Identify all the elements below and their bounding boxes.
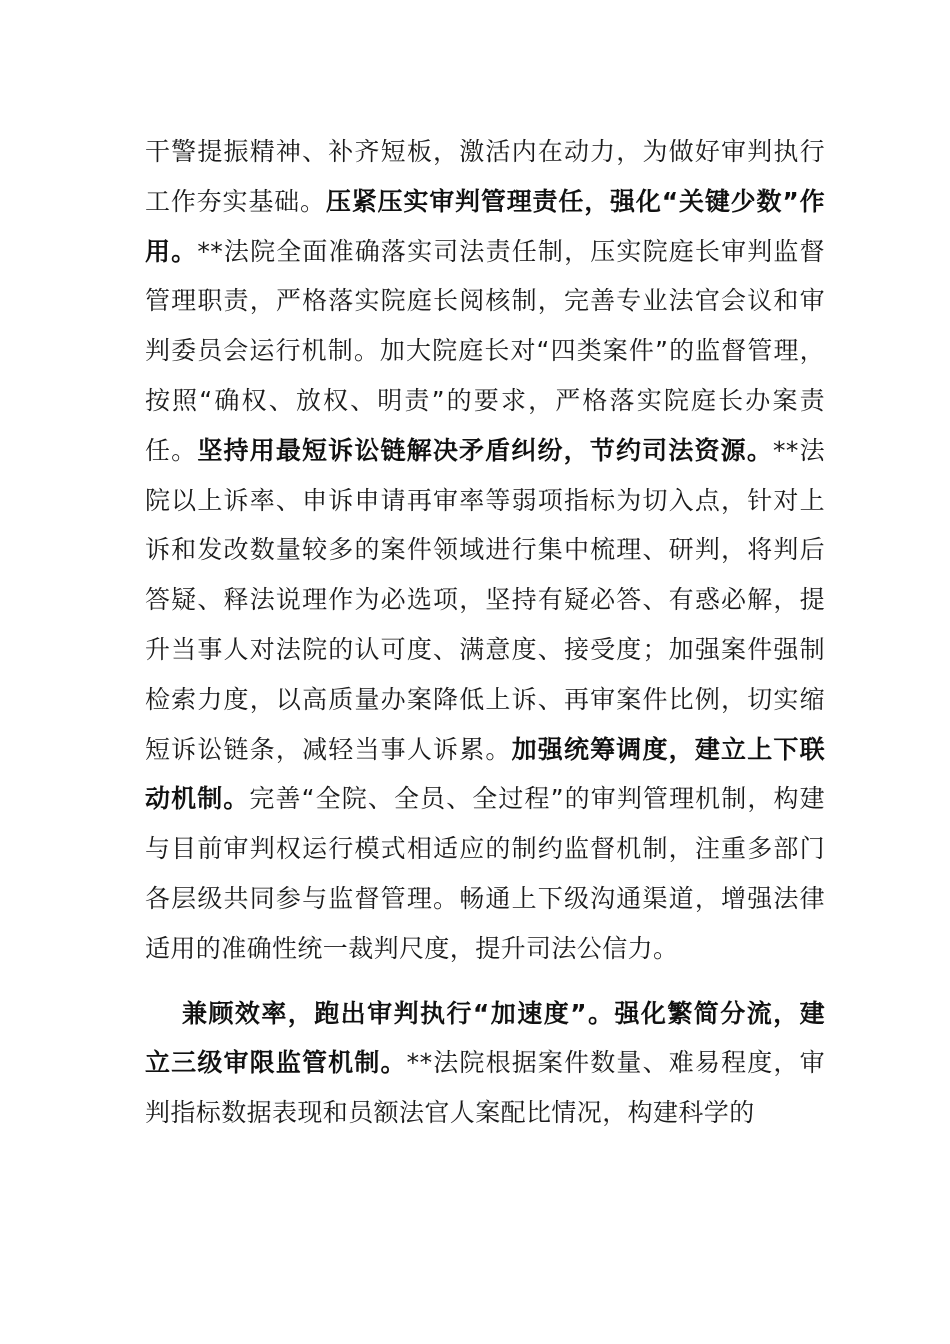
body-paragraph-2 bbox=[145, 989, 825, 1138]
bold-heading-run: 压紧压实审判管理责任，强化“关键少数”作用。 bbox=[145, 186, 825, 266]
bold-heading-run: 加强统筹调度，建立上下联动机制。 bbox=[145, 734, 825, 814]
document-page bbox=[145, 127, 825, 1138]
body-paragraph-1 bbox=[145, 127, 825, 974]
text-run: **法院根据案件数量、难易程度，审判指标数据表现和员额法官人案配比情况，构建科学的 bbox=[145, 1048, 825, 1128]
bold-heading-run: 兼顾效率，跑出审判执行“加速度”。强化繁简分流，建立三级审限监管机制。 bbox=[145, 998, 825, 1078]
text-run: 完善“全院、全员、全过程”的审判管理机制，构建与目前审判权运行模式相适应的制约监督机制，注重多部门各层级共同参与监督管理。畅通上下级沟通渠道，增强法律适用的准确性统一裁判尺度，提升司法公信力。 bbox=[145, 784, 825, 963]
text-run: **法院全面准确落实司法责任制，压实院庭长审判监督管理职责，严格落实院庭长阅核制，完善专业法官会议和审判委员会运行机制。加大院庭长对“四类案件”的监督管理，按照“确权、放权、明责”的要求，严格落实院庭长办案责任。 bbox=[145, 236, 825, 465]
text-run: 干警提振精神、补齐短板，激活内在动力，为做好审判执行工作夯实基础。 bbox=[145, 137, 825, 216]
text-run: **法院以上诉率、申诉申请再审率等弱项指标为切入点，针对上诉和发改数量较多的案件领域进行集中梳理、研判，将判后答疑、释法说理作为必选项，坚持有疑必答、有惑必解，提升当事人对法院的认可度、满意度、接受度；加强案件强制检索力度，以高质量办案降低上诉、再审案件比例，切实缩短诉讼链条，减轻当事人诉累。 bbox=[145, 435, 825, 764]
bold-heading-run: 坚持用最短诉讼链解决矛盾纠纷，节约司法资源。 bbox=[197, 435, 774, 465]
